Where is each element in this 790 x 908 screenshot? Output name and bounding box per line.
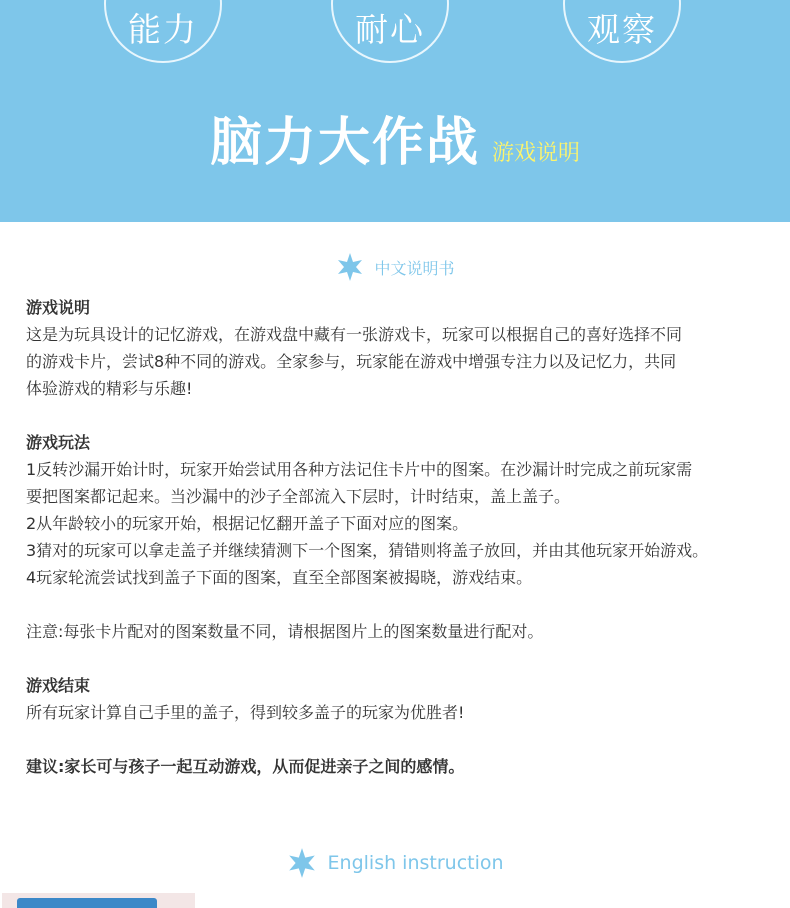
instruction-content xyxy=(26,294,786,780)
instruction-card-image xyxy=(2,893,195,908)
feature-circle-patience xyxy=(331,0,449,63)
gameplay-line: 要把图案都记起来。当沙漏中的沙子全部流入下层时，计时结束，盖上盖子。 xyxy=(26,487,571,506)
description-line: 体验游戏的精彩与乐趣! xyxy=(26,379,193,398)
description-line: 这是为玩具设计的记忆游戏，在游戏盘中藏有一张游戏卡，玩家可以根据自己的喜好选择不同 xyxy=(26,325,683,344)
gameplay-line: 4玩家轮流尝试找到盖子下面的图案，直至全部图案被揭晓，游戏结束。 xyxy=(26,568,533,587)
feature-circle-observe xyxy=(563,0,681,63)
feature-circle-label: 观察 xyxy=(587,10,657,49)
page-title: 脑力大作战 xyxy=(209,113,480,173)
page-subtitle: 游戏说明 xyxy=(492,141,581,166)
snowflake-icon xyxy=(335,252,365,282)
feature-circle-top-text xyxy=(565,0,679,1)
game-end-line: 所有玩家计算自己手里的盖子，得到较多盖子的玩家为优胜者! xyxy=(26,703,465,722)
chinese-section-heading xyxy=(0,252,790,282)
gameplay-line: 1反转沙漏开始计时，玩家开始尝试用各种方法记住卡片中的图案。在沙漏计时完成之前玩家需 xyxy=(26,460,693,479)
instruction-card-tab xyxy=(17,898,157,908)
header-banner xyxy=(0,0,790,222)
suggestion-line: 建议:家长可与孩子一起互动游戏，从而促进亲子之间的感情。 xyxy=(26,757,465,776)
feature-circle-label: 耐心 xyxy=(355,10,425,49)
banner-title-row xyxy=(0,100,790,175)
gameplay-line: 3猜对的玩家可以拿走盖子并继续猜测下一个图案，猜错则将盖子放回，并由其他玩家开始游戏。 xyxy=(26,541,709,560)
chinese-section-label: 中文说明书 xyxy=(374,258,455,278)
feature-circle-top-text xyxy=(333,0,447,1)
snowflake-icon xyxy=(286,847,318,879)
game-end-heading: 游戏结束 xyxy=(26,676,91,695)
note-line: 注意:每张卡片配对的图案数量不同，请根据图片上的图案数量进行配对。 xyxy=(26,622,544,641)
feature-circle-label: 能力 xyxy=(128,10,198,49)
gameplay-line: 2从年龄较小的玩家开始，根据记忆翻开盖子下面对应的图案。 xyxy=(26,514,469,533)
feature-circle-ability xyxy=(104,0,222,63)
description-line: 的游戏卡片，尝试8种不同的游戏。全家参与，玩家能在游戏中增强专注力以及记忆力，共同 xyxy=(26,352,677,371)
gameplay-heading: 游戏玩法 xyxy=(26,433,91,452)
english-section-label: English instruction xyxy=(327,852,504,874)
feature-circle-top-text xyxy=(106,0,220,1)
description-heading: 游戏说明 xyxy=(26,298,91,317)
english-section-heading xyxy=(0,847,790,879)
